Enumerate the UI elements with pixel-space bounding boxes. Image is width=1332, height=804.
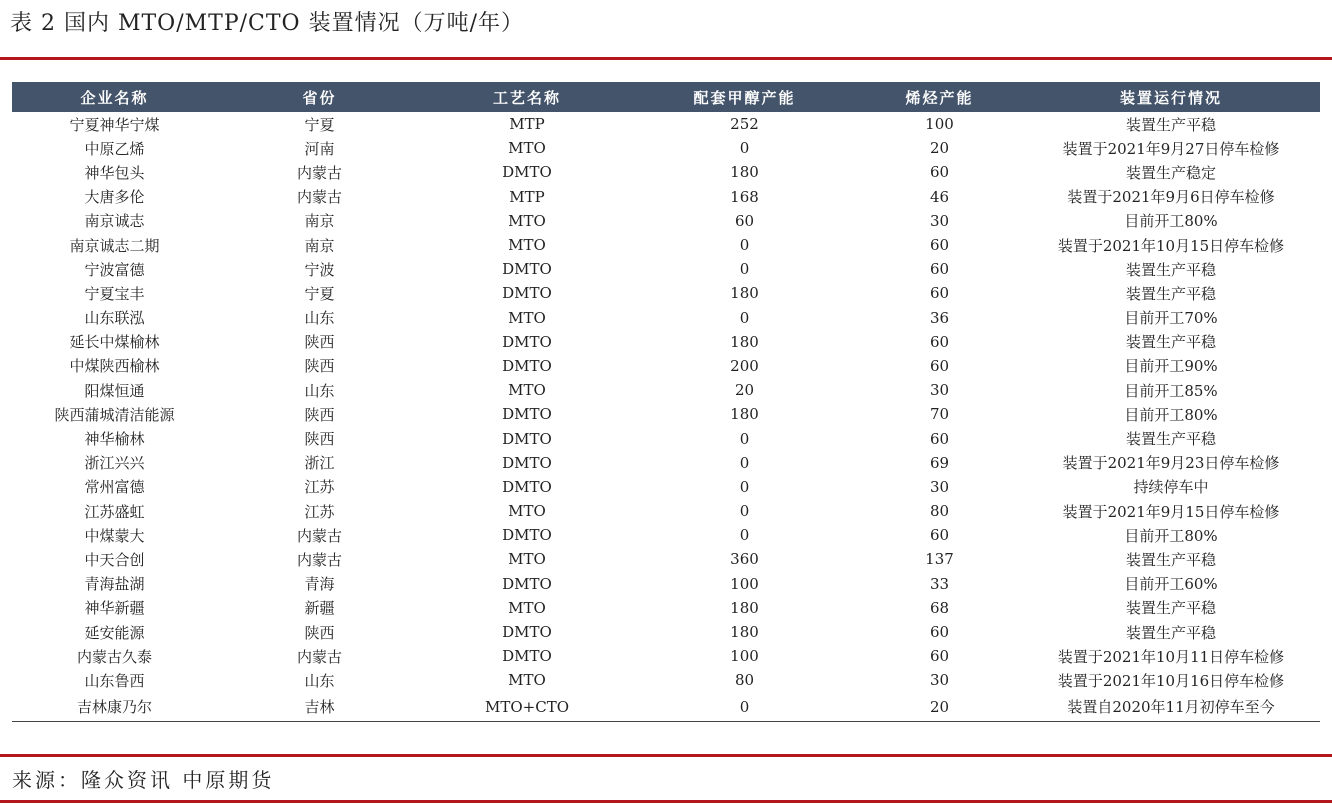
column-header-province: 省份 — [217, 82, 422, 112]
table-row — [12, 402, 1320, 426]
cell-province: 江苏 — [304, 478, 335, 497]
table-row — [12, 596, 1320, 620]
cell-process: DMTO — [502, 332, 552, 351]
cell-province: 宁夏 — [304, 284, 335, 303]
cell-operation-status: 目前开工85% — [1124, 381, 1218, 400]
cell-company: 中原乙烯 — [84, 139, 145, 158]
table-row — [12, 306, 1320, 330]
cell-methanol-capacity: 100 — [730, 647, 759, 666]
table-row — [12, 257, 1320, 281]
cell-company: 延长中煤榆林 — [69, 333, 160, 352]
cell-methanol-capacity: 200 — [730, 356, 759, 375]
cell-company: 吉林康乃尔 — [12, 693, 217, 722]
cell-methanol-capacity: 0 — [739, 260, 750, 279]
table-row — [12, 185, 1320, 209]
cell-operation-status: 装置于2021年10月15日停车检修 — [1057, 236, 1285, 255]
cell-company: 中煤陕西榆林 — [69, 357, 160, 376]
table-row — [12, 523, 1320, 547]
cell-province: 宁波 — [304, 260, 335, 279]
cell-province: 河南 — [304, 139, 335, 158]
cell-process: MTO+CTO — [422, 693, 632, 722]
mto-plant-table — [12, 82, 1320, 722]
cell-process: DMTO — [502, 429, 552, 448]
cell-methanol-capacity: 180 — [730, 163, 759, 182]
cell-operation-status: 装置生产平稳 — [1125, 284, 1216, 303]
cell-process: DMTO — [502, 453, 552, 472]
cell-operation-status: 装置自2020年11月初停车至今 — [1022, 693, 1320, 722]
cell-province: 青海 — [304, 575, 335, 594]
table-row — [12, 547, 1320, 571]
cell-olefin-capacity: 30 — [929, 211, 950, 230]
table-row — [12, 281, 1320, 305]
table-row — [12, 693, 1320, 722]
cell-process: DMTO — [502, 623, 552, 642]
cell-company: 神华榆林 — [84, 430, 145, 449]
cell-process: DMTO — [502, 356, 552, 375]
cell-olefin-capacity: 80 — [929, 502, 950, 521]
cell-company: 内蒙古久泰 — [76, 647, 152, 666]
cell-province: 南京 — [304, 236, 335, 255]
cell-company: 宁波富德 — [84, 260, 145, 279]
cell-olefin-capacity: 69 — [929, 453, 950, 472]
cell-company: 神华包头 — [84, 163, 145, 182]
cell-process: MTP — [509, 187, 545, 206]
cell-province: 山东 — [304, 309, 335, 328]
cell-process: DMTO — [502, 260, 552, 279]
column-header-olefin-capacity: 烯烃产能 — [857, 82, 1022, 112]
cell-operation-status: 目前开工80% — [1124, 405, 1218, 424]
cell-operation-status: 装置生产平稳 — [1125, 115, 1216, 134]
bottom-divider — [0, 754, 1332, 757]
cell-process: MTO — [508, 211, 546, 230]
cell-methanol-capacity: 180 — [730, 598, 759, 617]
cell-methanol-capacity: 360 — [730, 550, 759, 569]
cell-olefin-capacity: 60 — [929, 284, 950, 303]
table-row — [12, 475, 1320, 499]
cell-methanol-capacity: 80 — [734, 671, 755, 690]
cell-methanol-capacity: 180 — [730, 405, 759, 424]
cell-methanol-capacity: 0 — [739, 429, 750, 448]
cell-operation-status: 持续停车中 — [1133, 478, 1209, 497]
cell-olefin-capacity: 60 — [929, 260, 950, 279]
cell-company: 大唐多伦 — [84, 188, 145, 207]
cell-company: 宁夏宝丰 — [84, 284, 145, 303]
cell-operation-status: 装置生产平稳 — [1125, 430, 1216, 449]
cell-olefin-capacity: 70 — [929, 405, 950, 424]
cell-province: 陕西 — [304, 623, 335, 642]
cell-company: 青海盐湖 — [84, 575, 145, 594]
cell-methanol-capacity: 0 — [739, 526, 750, 545]
cell-olefin-capacity: 60 — [929, 236, 950, 255]
cell-company: 山东联泓 — [84, 309, 145, 328]
table-row — [12, 330, 1320, 354]
cell-operation-status: 装置生产平稳 — [1125, 333, 1216, 352]
table-row — [12, 620, 1320, 644]
cell-operation-status: 装置于2021年9月23日停车检修 — [1062, 454, 1280, 473]
cell-process: MTO — [508, 381, 546, 400]
table-row — [12, 644, 1320, 668]
table-row — [12, 112, 1320, 136]
cell-company: 宁夏神华宁煤 — [69, 115, 160, 134]
table-row — [12, 499, 1320, 523]
cell-company: 中煤蒙大 — [84, 526, 145, 545]
cell-olefin-capacity: 20 — [929, 139, 950, 158]
cell-methanol-capacity: 0 — [739, 308, 750, 327]
cell-province: 内蒙古 — [296, 647, 342, 666]
table-row — [12, 451, 1320, 475]
cell-company: 南京诚志 — [84, 212, 145, 231]
cell-province: 新疆 — [304, 599, 335, 618]
cell-methanol-capacity: 20 — [734, 381, 755, 400]
cell-operation-status: 装置于2021年10月11日停车检修 — [1057, 647, 1285, 666]
table-row — [12, 233, 1320, 257]
cell-methanol-capacity: 168 — [730, 187, 759, 206]
cell-olefin-capacity: 20 — [857, 693, 1022, 722]
cell-olefin-capacity: 33 — [929, 574, 950, 593]
cell-process: DMTO — [502, 405, 552, 424]
top-divider — [0, 57, 1332, 60]
cell-province: 浙江 — [304, 454, 335, 473]
cell-province: 宁夏 — [304, 115, 335, 134]
cell-company: 延安能源 — [84, 623, 145, 642]
cell-methanol-capacity: 180 — [730, 332, 759, 351]
cell-process: DMTO — [502, 574, 552, 593]
cell-process: DMTO — [502, 526, 552, 545]
cell-process: DMTO — [502, 163, 552, 182]
cell-company: 神华新疆 — [84, 599, 145, 618]
table-row — [12, 354, 1320, 378]
cell-operation-status: 目前开工90% — [1124, 357, 1218, 376]
cell-olefin-capacity: 30 — [929, 381, 950, 400]
cell-operation-status: 装置于2021年9月6日停车检修 — [1067, 188, 1275, 207]
cell-province: 南京 — [304, 212, 335, 231]
source-note: 来源：隆众资讯 中原期货 — [12, 768, 275, 792]
column-header-process: 工艺名称 — [422, 82, 632, 112]
table-container — [12, 82, 1320, 722]
cell-methanol-capacity: 180 — [730, 284, 759, 303]
cell-methanol-capacity: 0 — [739, 236, 750, 255]
table-row — [12, 668, 1320, 692]
cell-operation-status: 目前开工80% — [1124, 212, 1218, 231]
cell-province: 内蒙古 — [296, 550, 342, 569]
cell-province: 陕西 — [304, 333, 335, 352]
cell-olefin-capacity: 60 — [929, 332, 950, 351]
cell-olefin-capacity: 30 — [929, 671, 950, 690]
footer-divider — [0, 800, 1332, 803]
cell-province: 山东 — [304, 671, 335, 690]
cell-process: MTO — [508, 139, 546, 158]
cell-operation-status: 装置生产平稳 — [1125, 550, 1216, 569]
table-header-row — [12, 82, 1320, 112]
cell-methanol-capacity: 0 — [739, 453, 750, 472]
cell-methanol-capacity: 0 — [739, 139, 750, 158]
cell-company: 南京诚志二期 — [69, 236, 160, 255]
cell-province: 内蒙古 — [296, 526, 342, 545]
cell-process: DMTO — [502, 647, 552, 666]
cell-province: 陕西 — [304, 357, 335, 376]
table-row — [12, 378, 1320, 402]
cell-olefin-capacity: 60 — [929, 526, 950, 545]
table-row — [12, 160, 1320, 184]
cell-process: DMTO — [502, 284, 552, 303]
cell-olefin-capacity: 137 — [925, 550, 954, 569]
cell-process: MTO — [508, 236, 546, 255]
cell-methanol-capacity: 180 — [730, 623, 759, 642]
cell-methanol-capacity: 252 — [730, 115, 759, 134]
cell-olefin-capacity: 46 — [929, 187, 950, 206]
cell-process: MTO — [508, 502, 546, 521]
cell-province: 江苏 — [304, 502, 335, 521]
cell-process: MTO — [508, 308, 546, 327]
cell-methanol-capacity: 0 — [739, 477, 750, 496]
cell-olefin-capacity: 100 — [925, 115, 954, 134]
cell-methanol-capacity: 100 — [730, 574, 759, 593]
table-row — [12, 572, 1320, 596]
cell-operation-status: 目前开工70% — [1124, 309, 1218, 328]
cell-operation-status: 装置于2021年10月16日停车检修 — [1057, 671, 1285, 690]
cell-olefin-capacity: 60 — [929, 647, 950, 666]
table-title: 表 2 国内 MTO/MTP/CTO 装置情况（万吨/年） — [10, 11, 524, 36]
table-body — [12, 112, 1320, 721]
cell-olefin-capacity: 60 — [929, 356, 950, 375]
cell-operation-status: 装置于2021年9月27日停车检修 — [1062, 139, 1280, 158]
table-row — [12, 426, 1320, 450]
cell-province: 陕西 — [304, 430, 335, 449]
table-row — [12, 209, 1320, 233]
cell-company: 常州富德 — [84, 478, 145, 497]
cell-methanol-capacity: 0 — [632, 693, 857, 722]
cell-province: 内蒙古 — [296, 163, 342, 182]
cell-company: 阳煤恒通 — [84, 381, 145, 400]
table-row — [12, 136, 1320, 160]
cell-methanol-capacity: 60 — [734, 211, 755, 230]
column-header-methanol-capacity: 配套甲醇产能 — [632, 82, 857, 112]
column-header-company: 企业名称 — [12, 82, 217, 112]
cell-province: 内蒙古 — [296, 188, 342, 207]
cell-olefin-capacity: 36 — [929, 308, 950, 327]
cell-company: 江苏盛虹 — [84, 502, 145, 521]
cell-process: MTO — [508, 671, 546, 690]
cell-olefin-capacity: 60 — [929, 163, 950, 182]
cell-operation-status: 装置于2021年9月15日停车检修 — [1062, 502, 1280, 521]
cell-operation-status: 装置生产稳定 — [1125, 163, 1216, 182]
cell-company: 中天合创 — [84, 550, 145, 569]
cell-olefin-capacity: 60 — [929, 623, 950, 642]
cell-olefin-capacity: 30 — [929, 477, 950, 496]
cell-process: MTP — [509, 115, 545, 134]
cell-methanol-capacity: 0 — [739, 502, 750, 521]
column-header-operation-status: 装置运行情况 — [1022, 82, 1320, 112]
cell-operation-status: 目前开工60% — [1124, 575, 1218, 594]
cell-province: 山东 — [304, 381, 335, 400]
cell-operation-status: 装置生产平稳 — [1125, 599, 1216, 618]
cell-olefin-capacity: 68 — [929, 598, 950, 617]
cell-olefin-capacity: 60 — [929, 429, 950, 448]
cell-province: 陕西 — [304, 405, 335, 424]
cell-company: 浙江兴兴 — [84, 454, 145, 473]
cell-province: 吉林 — [217, 693, 422, 722]
cell-company: 陕西蒲城清洁能源 — [54, 405, 175, 424]
cell-operation-status: 装置生产平稳 — [1125, 260, 1216, 279]
cell-operation-status: 装置生产平稳 — [1125, 623, 1216, 642]
cell-process: MTO — [508, 598, 546, 617]
cell-process: MTO — [508, 550, 546, 569]
cell-operation-status: 目前开工80% — [1124, 526, 1218, 545]
cell-company: 山东鲁西 — [84, 671, 145, 690]
cell-process: DMTO — [502, 477, 552, 496]
